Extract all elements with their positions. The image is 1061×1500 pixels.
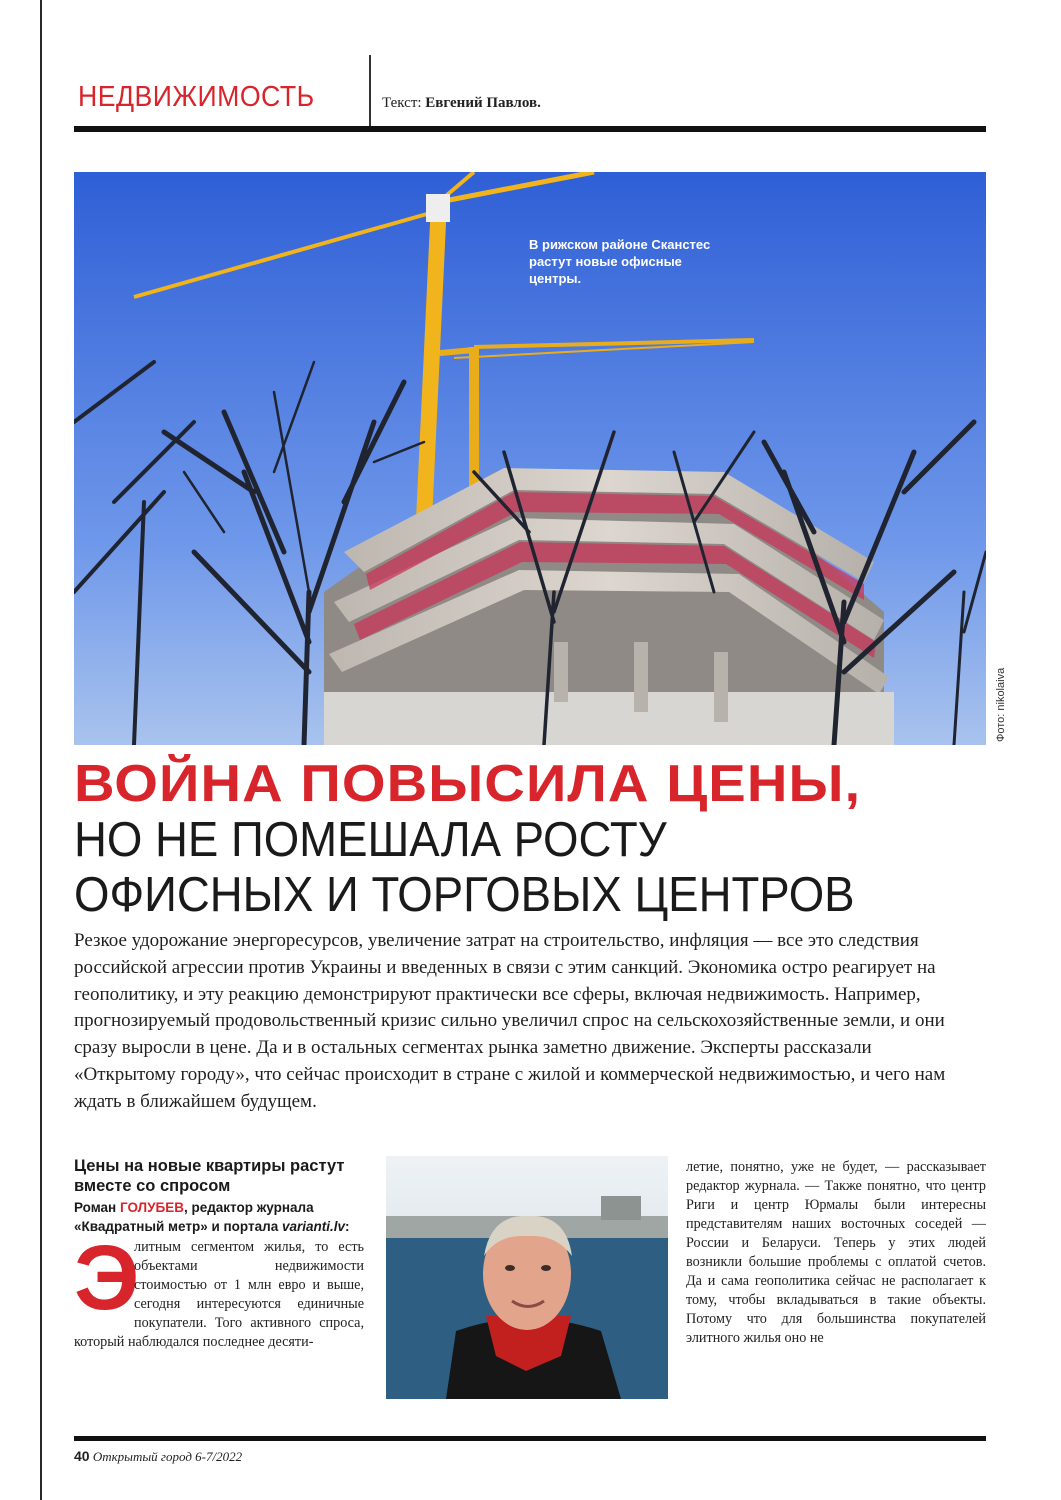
header-divider	[369, 55, 371, 127]
photo-caption: В рижском районе Сканстес растут новые офисные центры.	[529, 237, 711, 286]
drop-cap: Э	[74, 1227, 140, 1329]
headline-line-3: ОФИСНЫХ И ТОРГОВЫХ ЦЕНТРОВ	[74, 868, 855, 922]
byline	[382, 95, 541, 112]
column-1-text: литным сегментом жилья, то есть объектами недвижимости стоимостью от 1 млн евро и выше, сегодня интересуются единичные покупатели. Того активного спроса, который наблюдался последнее десяти-	[74, 1239, 364, 1350]
article-lead: Резкое удорожание энергоресурсов, увеличение затрат на строительство, инфляция — все это следствия российской агрессии против Украины и введенных в связи с этим санкций. Экономика остро реагирует на геополитику, и эту реакцию демонстрируют практически все сферы, включая недвижимость. Например, прогнозируемый продовольственный кризис сильно увеличил спрос на сельскохозяйственные земли, и они сразу выросли в цене. Да и в остальных сегментах рынка заметно движение. Эксперты рассказали «Открытому городу», что сейчас происходит в стране с жилой и коммерческой недвижимостью, и чего нам ждать в ближайшем будущем.	[74, 930, 946, 1112]
intro-colon: :	[345, 1219, 350, 1234]
expert-surname: ГОЛУБЕВ	[119, 1200, 184, 1215]
page-number: 40	[74, 1448, 90, 1464]
expert-role: , редактор журнала «Квадратный метр» и портала	[74, 1200, 314, 1234]
portrait-illustration	[386, 1156, 668, 1399]
article-headline	[74, 755, 986, 923]
byline-label: Текст:	[382, 95, 422, 111]
expert-portrait-photo	[386, 1156, 668, 1399]
headline-line-1: ВОЙНА ПОВЫСИЛА ЦЕНЫ,	[74, 755, 862, 813]
expert-first-name: Роман	[74, 1200, 117, 1215]
section-subtitle: Цены на новые квартиры растут вместе со спросом	[74, 1157, 345, 1195]
header-rule	[74, 126, 986, 132]
photo-credit: Фото: nikolaiva	[995, 667, 1007, 742]
headline-line-2: НО НЕ ПОМЕШАЛА РОСТУ	[74, 813, 667, 867]
column-1	[74, 1156, 364, 1352]
page-header	[74, 55, 986, 130]
footer-rule	[74, 1436, 986, 1441]
expert-site-link[interactable]: varianti.lv	[281, 1219, 345, 1234]
column-1-body	[74, 1227, 364, 1352]
page-footer	[74, 1448, 242, 1465]
byline-author: Евгений Павлов.	[425, 95, 541, 111]
issue-number: 6-7/2022	[195, 1449, 243, 1464]
construction-photo	[74, 172, 986, 745]
magazine-name: Открытый город	[92, 1449, 192, 1464]
page-margin-rule	[40, 0, 42, 1500]
column-3: летие, понятно, уже не будет, — рассказывает редактор журнала. — Также понятно, что центр Риги и центр Юрмалы были интересны представителям наших восточных соседей — России и Беларуси. Теперь у этих людей возникли большие проблемы с оплатой счетов. Да и сама геополитика сейчас не располагает к тому, чтобы вкладываться в такие объекты. Потому что для большинства покупателей элитного жилья оно не	[686, 1159, 986, 1346]
section-label: НЕДВИЖИМОСТЬ	[78, 81, 315, 113]
